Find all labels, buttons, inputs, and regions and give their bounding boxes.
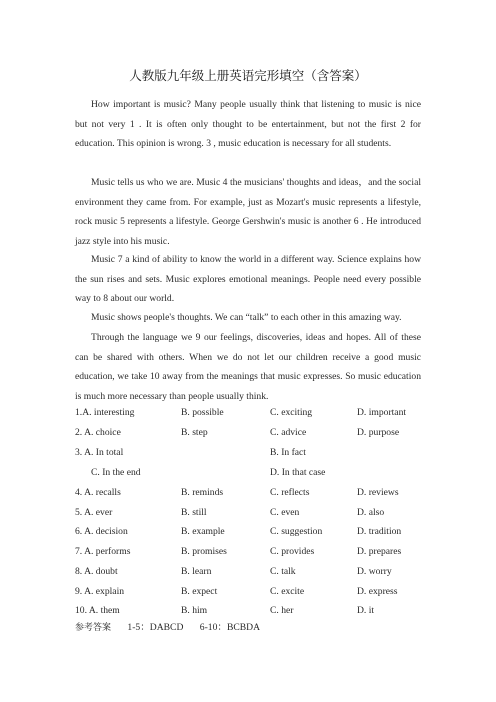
option-b: B. possible <box>181 407 224 418</box>
option-d: D. worry <box>357 566 392 577</box>
option-d: D. purpose <box>357 427 400 438</box>
option-row-8 <box>75 564 421 580</box>
option-a: 4. A. recalls <box>75 487 121 498</box>
option-a: 3. A. In total <box>75 447 124 458</box>
option-row-7 <box>75 544 421 560</box>
paragraph-4: Music shows people's thoughts. We can “talk” to each other in this amazing way. <box>91 312 402 323</box>
option-row-3b <box>75 465 421 481</box>
option-a: 7. A. performs <box>75 546 131 557</box>
option-row-5 <box>75 505 421 521</box>
option-row-10 <box>75 603 421 619</box>
answer-label: 参考答案 <box>75 623 112 633</box>
option-c: C. suggestion <box>270 526 323 537</box>
document-title: 人教版九年级上册英语完形填空（含答案） <box>129 68 367 83</box>
answer-key <box>75 620 260 636</box>
paragraph-3: Music 7 a kind of ability to know the world in a different way. Science explains how the sun rises and sets. Music explores emotional meanings. People need every possible way to 8 about our world. <box>75 254 421 305</box>
option-a: 5. A. ever <box>75 507 113 518</box>
option-c: C. exciting <box>270 407 313 418</box>
option-c: C. reflects <box>270 487 310 498</box>
option-a: 2. A. choice <box>75 427 121 438</box>
option-c: C. her <box>270 605 294 616</box>
option-c: C. advice <box>270 427 307 438</box>
option-row-3 <box>75 445 421 461</box>
option-b: B. learn <box>181 566 212 577</box>
option-a: 9. A. explain <box>75 586 125 597</box>
option-b: B. example <box>181 526 225 537</box>
answer-part-1: 1-5：DABCD <box>127 622 184 633</box>
option-c: C. In the end <box>91 467 141 478</box>
option-d: D. also <box>357 507 385 518</box>
answer-part-2: 6-10：BCBDA <box>199 622 261 633</box>
option-row-1 <box>75 405 421 421</box>
option-c: C. talk <box>270 566 296 577</box>
option-c: C. provides <box>270 546 315 557</box>
option-a: 6. A. decision <box>75 526 128 537</box>
paragraph-2: Music tells us who we are. Music 4 the musicians' thoughts and ideas，and the social environment they came from. For example, just as Mozart's music represents a lifestyle, rock music 5 represents a lifestyle. George Gershwin's music is another 6 . He introduced jazz style into his music. <box>75 177 421 247</box>
option-a: 10. A. them <box>75 605 120 616</box>
paragraph-5: Through the language we 9 our feelings, discoveries, ideas and hopes. All of these can be shared with others. When we do not let our children receive a good music education, we take 10 away from the meanings that music expresses. So music education is much more necessary than people usually think. <box>75 332 421 402</box>
option-b: B. In fact <box>270 447 306 458</box>
option-b: B. reminds <box>181 487 224 498</box>
option-row-2 <box>75 425 421 441</box>
option-b: B. him <box>181 605 208 616</box>
option-d: D. it <box>357 605 375 616</box>
option-row-6 <box>75 524 421 540</box>
option-row-9 <box>75 584 421 600</box>
option-d: D. In that case <box>270 467 326 478</box>
option-b: B. promises <box>181 546 227 557</box>
option-d: D. reviews <box>357 487 399 498</box>
option-d: D. important <box>357 407 407 418</box>
option-d: D. prepares <box>357 546 402 557</box>
option-d: D. tradition <box>357 526 402 537</box>
option-a: 1.A. interesting <box>75 407 135 418</box>
option-c: C. excite <box>270 586 305 597</box>
option-a: 8. A. doubt <box>75 566 118 577</box>
option-d: D. express <box>357 586 398 597</box>
option-c: C. even <box>270 507 300 518</box>
option-b: B. still <box>181 507 207 518</box>
option-row-4 <box>75 485 421 501</box>
option-b: B. expect <box>181 586 218 597</box>
paragraph-1: How important is music? Many people usually think that listening to music is nice but not very 1 . It is often only thought to be entertainment, but not the first 2 for education. This opinion is wrong. 3 , music education is necessary for all students. <box>75 99 421 150</box>
option-b: B. step <box>181 427 208 438</box>
